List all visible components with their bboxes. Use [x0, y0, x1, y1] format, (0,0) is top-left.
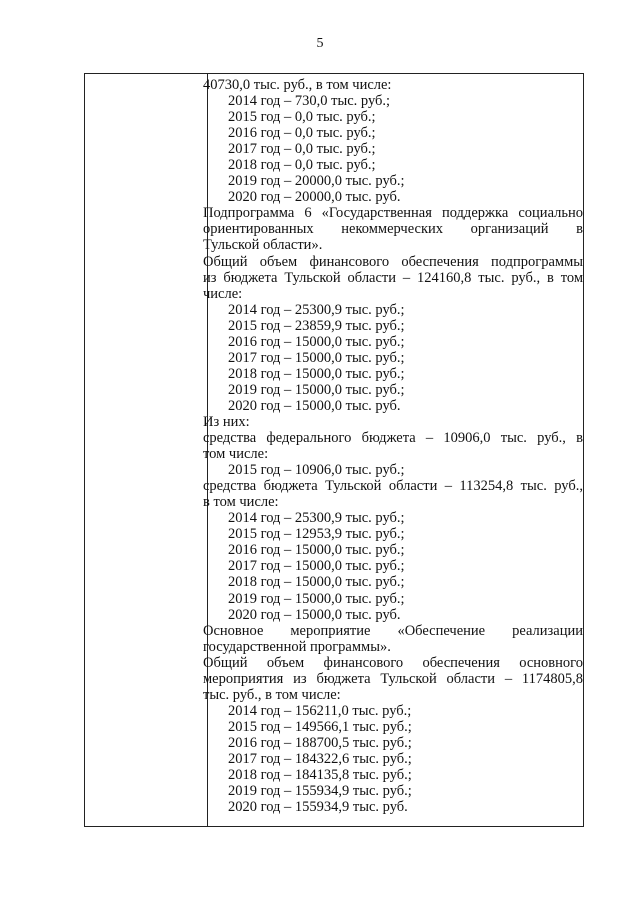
word: Основное — [203, 622, 264, 639]
year-line: 2016 год – 188700,5 тыс. руб.; — [228, 734, 412, 751]
year-line: 2019 год – 155934,9 тыс. руб.; — [228, 783, 412, 800]
subprogram-title-line3: Тульской области». — [203, 237, 323, 254]
word: организаций — [470, 221, 549, 238]
year-line: 2015 год – 0,0 тыс. руб.; — [228, 109, 376, 126]
table-frame — [84, 73, 584, 827]
year-line: 2014 год – 156211,0 тыс. руб.; — [228, 702, 412, 719]
main-activity-title — [203, 623, 583, 639]
text-line: средства бюджета Тульской области – 113254,8 тыс. руб., — [203, 478, 583, 495]
text-line: средства федерального бюджета – 10906,0 тыс. руб., в — [203, 430, 583, 447]
year-line: 2014 год – 730,0 тыс. руб.; — [228, 93, 391, 110]
text-line: мероприятия из бюджета Тульской области – 1174805,8 — [203, 670, 583, 687]
text-line: в том числе: — [203, 494, 279, 511]
year-line: 2014 год – 25300,9 тыс. руб.; — [228, 301, 405, 318]
text-line: Из них: — [203, 413, 250, 430]
year-line: 2019 год – 20000,0 тыс. руб.; — [228, 173, 405, 190]
text-line: 40730,0 тыс. руб., в том числе: — [203, 77, 392, 93]
main-activity-title-line2: государственной программы». — [203, 638, 391, 655]
word: реализации — [512, 622, 583, 639]
text-line: том числе: — [203, 446, 269, 463]
text-line: тыс. руб., в том числе: — [203, 686, 341, 703]
year-line: 2020 год – 20000,0 тыс. руб. — [228, 189, 401, 206]
word: мероприятие — [290, 622, 371, 639]
year-line: 2017 год – 184322,6 тыс. руб.; — [228, 750, 412, 767]
year-line: 2018 год – 15000,0 тыс. руб.; — [228, 574, 405, 591]
year-line: 2018 год – 15000,0 тыс. руб.; — [228, 365, 405, 382]
word: в — [576, 221, 583, 238]
year-line: 2015 год – 10906,0 тыс. руб.; — [228, 462, 405, 479]
year-line: 2017 год – 0,0 тыс. руб.; — [228, 141, 376, 158]
year-line: 2019 год – 15000,0 тыс. руб.; — [228, 381, 405, 398]
subprogram-title: Подпрограмма 6 «Государственная поддержка социально — [203, 205, 583, 222]
year-line: 2016 год – 0,0 тыс. руб.; — [228, 125, 376, 142]
year-line: 2015 год – 149566,1 тыс. руб.; — [228, 718, 412, 735]
year-line: 2018 год – 184135,8 тыс. руб.; — [228, 767, 412, 784]
year-line: 2020 год – 15000,0 тыс. руб. — [228, 397, 401, 414]
table-cell-content — [203, 77, 583, 815]
year-line: 2017 год – 15000,0 тыс. руб.; — [228, 558, 405, 575]
word: «Обеспечение — [397, 622, 486, 639]
word: некоммерческих — [341, 221, 444, 238]
year-line: 2015 год – 23859,9 тыс. руб.; — [228, 317, 405, 334]
year-line: 2020 год – 15000,0 тыс. руб. — [228, 606, 401, 623]
year-line: 2016 год – 15000,0 тыс. руб.; — [228, 542, 405, 559]
year-line: 2015 год – 12953,9 тыс. руб.; — [228, 526, 405, 543]
year-line: 2018 год – 0,0 тыс. руб.; — [228, 157, 376, 174]
year-line: 2014 год – 25300,9 тыс. руб.; — [228, 510, 405, 527]
year-line: 2017 год – 15000,0 тыс. руб.; — [228, 349, 405, 366]
year-line: 2019 год – 15000,0 тыс. руб.; — [228, 590, 405, 607]
subprogram-title-line2 — [203, 221, 583, 237]
text-line: числе: — [203, 285, 243, 302]
text-line: Общий объем финансового обеспечения основного — [203, 654, 583, 671]
page-number: 5 — [316, 36, 324, 51]
year-line: 2020 год – 155934,9 тыс. руб. — [228, 799, 408, 816]
text-line: Общий объем финансового обеспечения подпрограммы — [203, 253, 583, 270]
year-line: 2016 год – 15000,0 тыс. руб.; — [228, 333, 405, 350]
word: ориентированных — [203, 221, 314, 238]
text-line: из бюджета Тульской области – 124160,8 тыс. руб., в том — [203, 269, 583, 286]
